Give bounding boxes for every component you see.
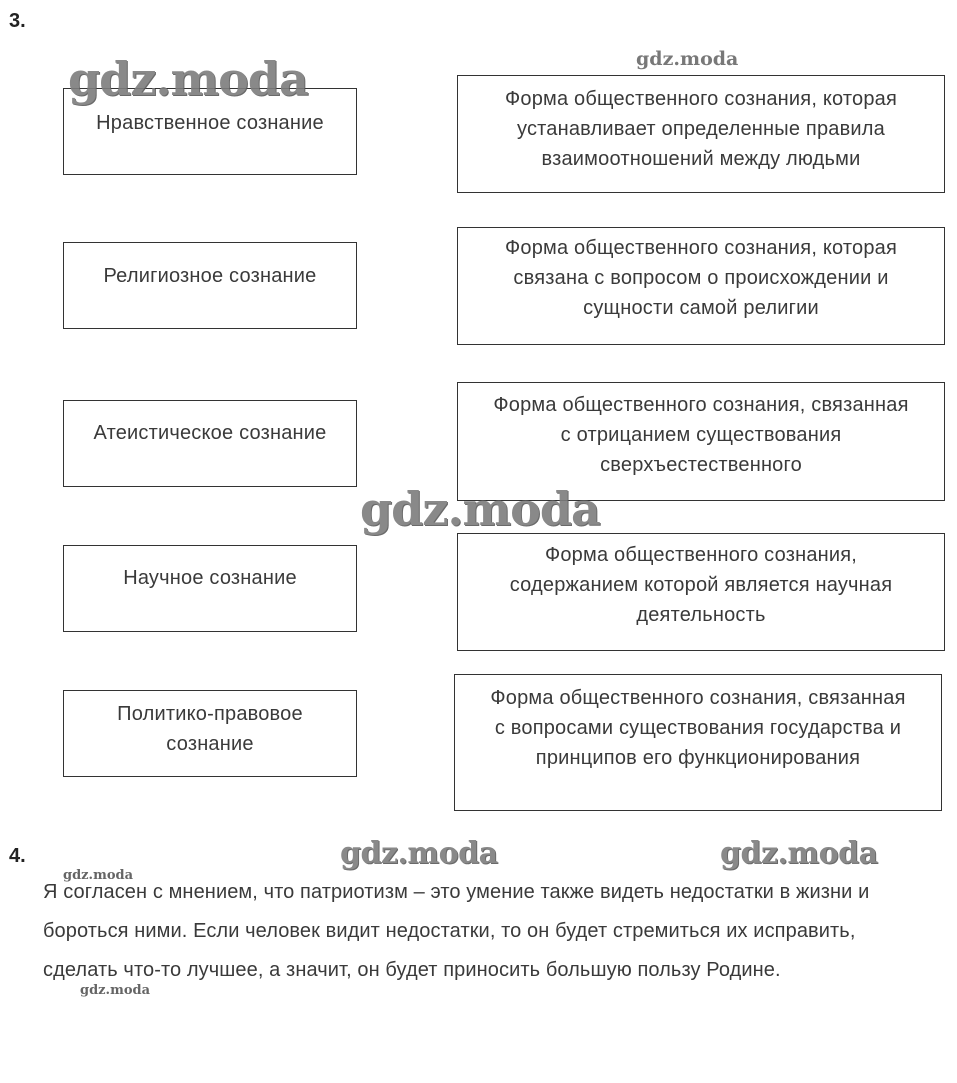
definition-text: Форма общественного сознания, содержанием которой является научная деятельность [509,544,893,626]
definition-box-scientific [457,533,945,651]
term-box-scientific [63,545,357,632]
term-label: Нравственное сознание [96,112,324,134]
term-box-atheistic [63,400,357,487]
term-label: Политико-правовое сознание [117,703,303,755]
definition-text: Форма общественного сознания, связанная с вопросами существования государства и принципов его функционирования [490,687,906,769]
term-label: Атеистическое сознание [93,422,327,444]
term-label: Научное сознание [123,567,297,589]
watermark: gdz.moda [80,983,151,998]
watermark: gdz.moda [340,836,498,871]
term-box-religious [63,242,357,329]
task-4-answer: Я согласен с мнением, что патриотизм – это умение также видеть недостатки в жизни и бороться ними. Если человек видит недостатки, то он будет стремиться их исправить, сделать что-то лучшее, а значит, он будет приносить большую пользу Родине. [43,881,870,981]
definition-box-religious [457,227,945,345]
definition-box-moral [457,75,945,193]
term-label: Религиозное сознание [103,265,317,287]
definition-box-atheistic [457,382,945,501]
watermark: gdz.moda [68,52,308,106]
definition-text: Форма общественного сознания, связанная с отрицанием существования сверхъестественного [493,394,909,476]
watermark: gdz.moda [636,48,739,70]
watermark: gdz.moda [360,482,600,536]
watermark: gdz.moda [720,836,878,871]
task-4-number: 4. [9,845,26,867]
term-box-political-legal [63,690,357,777]
task-3-number: 3. [9,10,26,32]
term-box-moral [63,88,357,175]
definition-text: Форма общественного сознания, которая устанавливает определенные правила взаимоотношений между людьми [504,88,898,170]
definition-box-political-legal [454,674,942,811]
watermark: gdz.moda [63,868,134,883]
definition-text: Форма общественного сознания, которая связана с вопросом о происхождении и сущности самой религии [504,237,898,319]
